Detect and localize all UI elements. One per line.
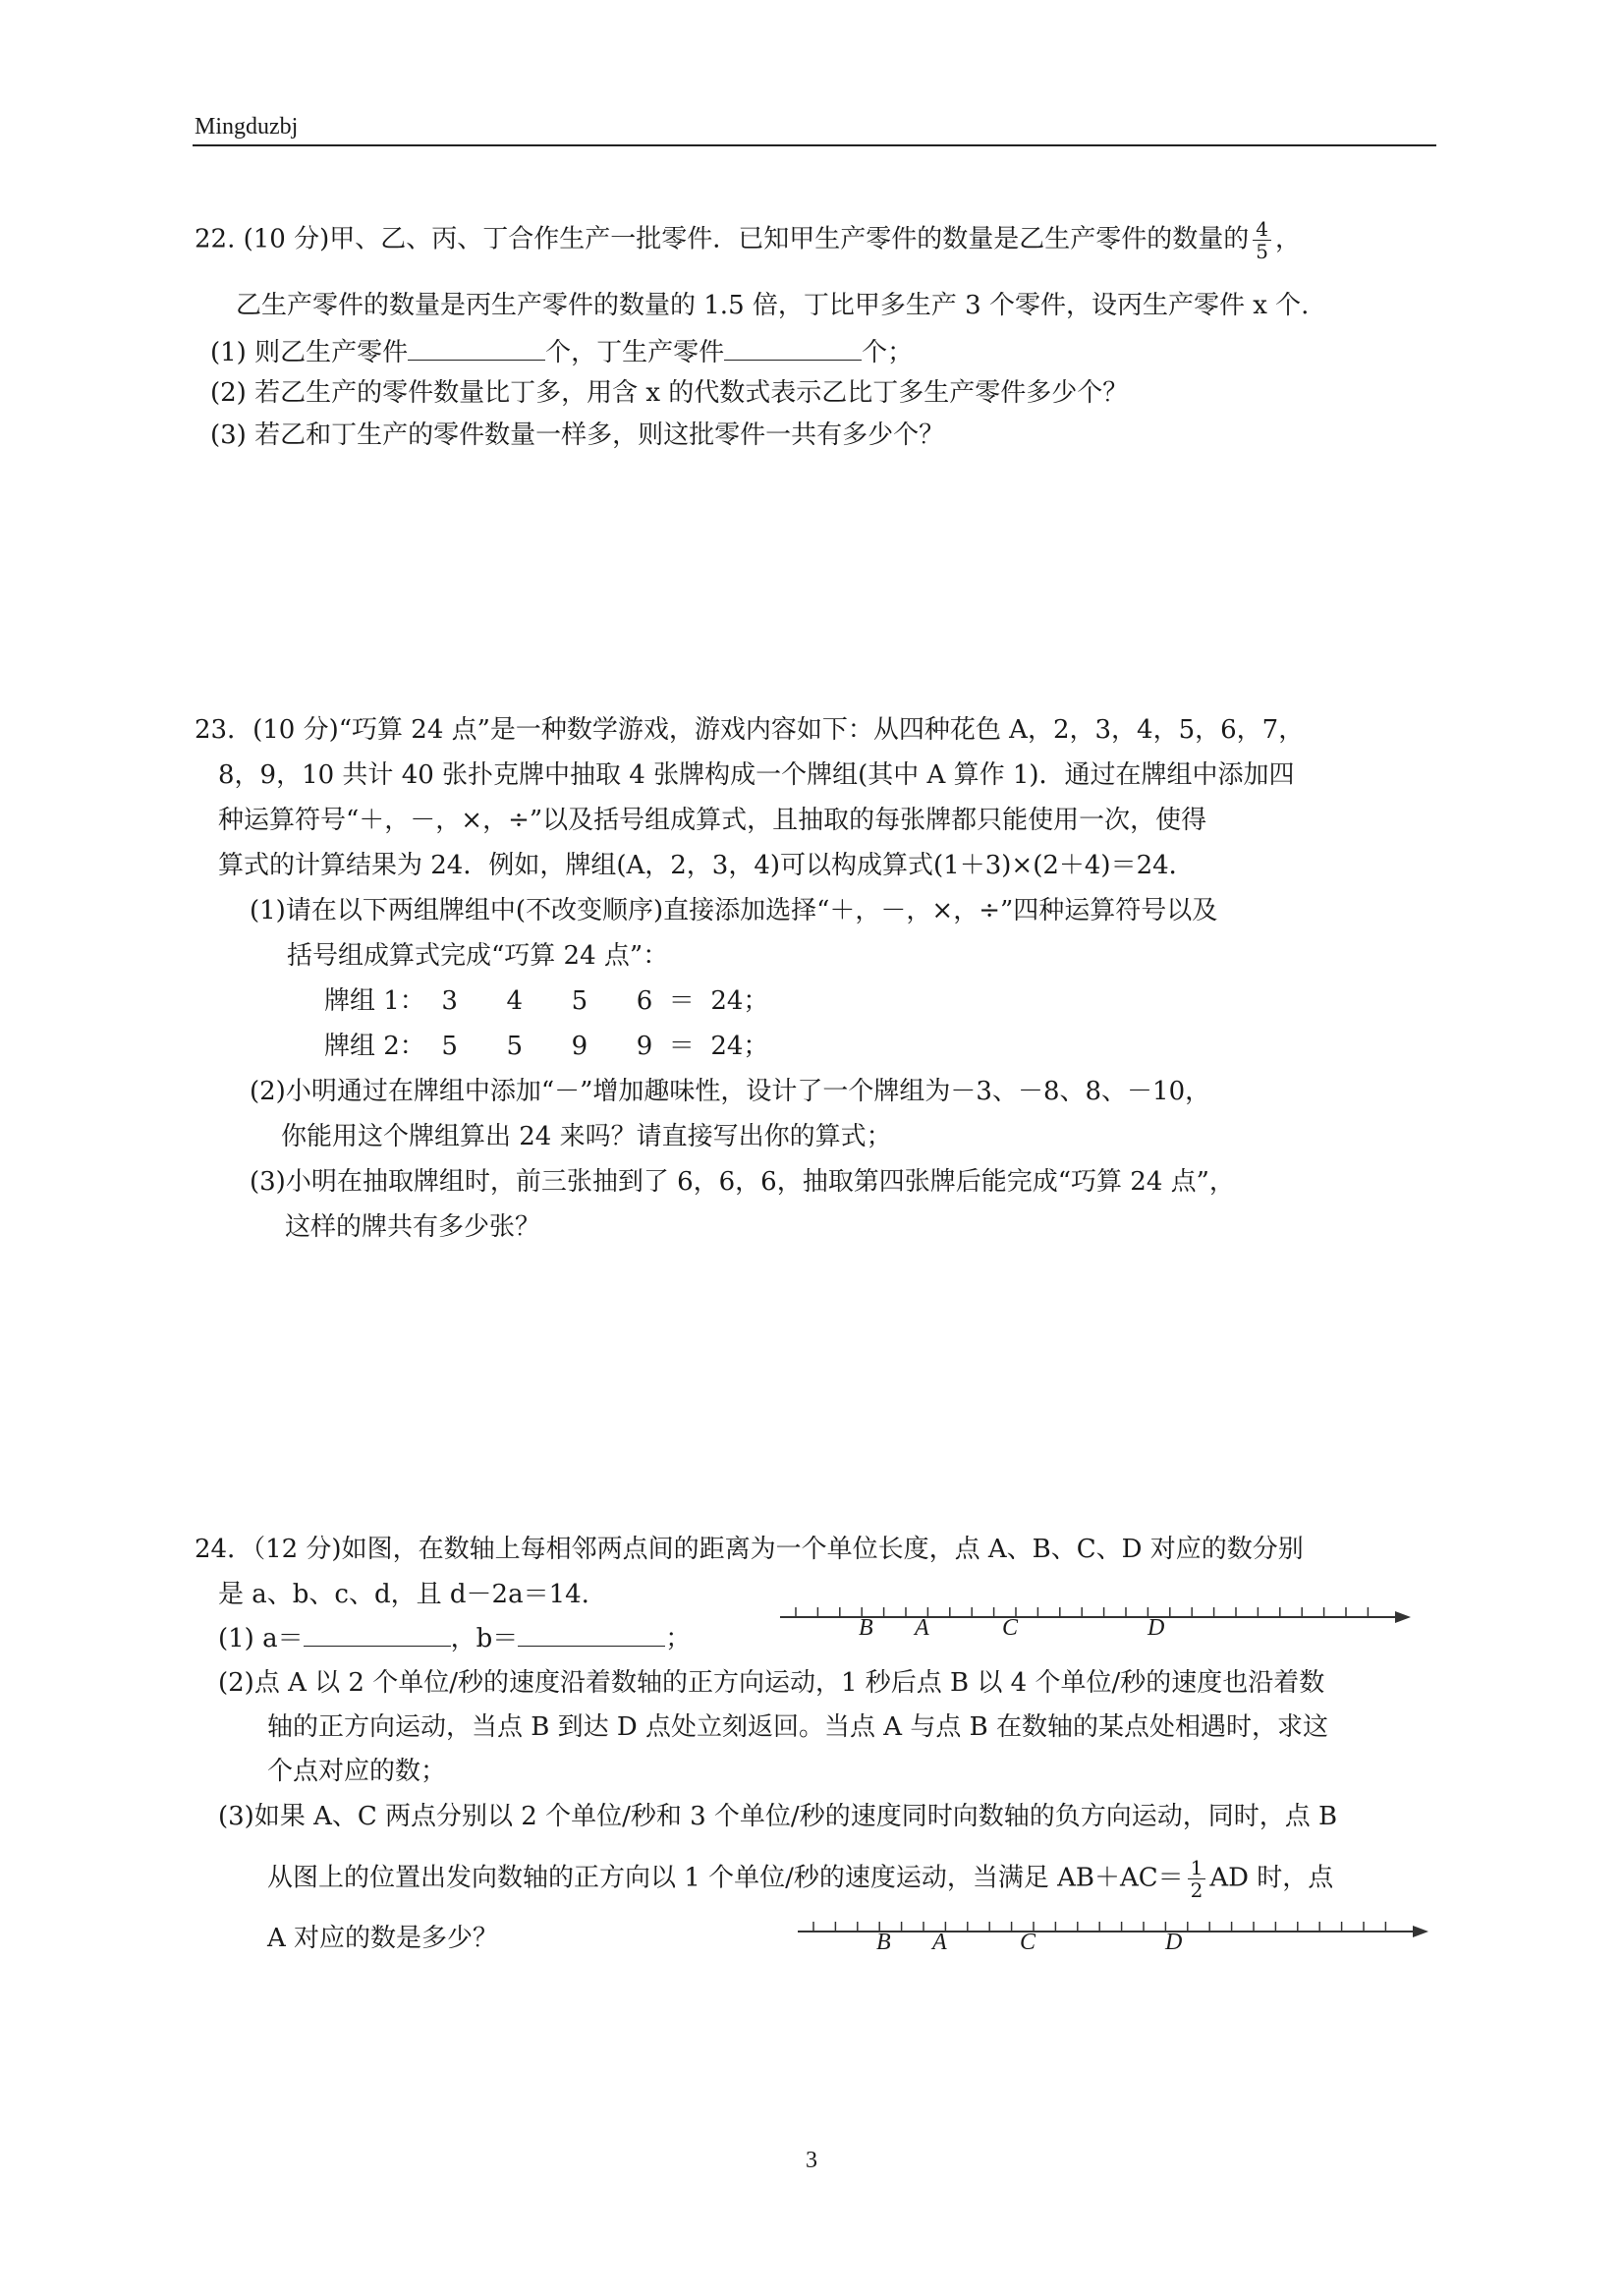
q23-line-3: 种运算符号“＋，－，×，÷”以及括号组成算式，且抽取的每张牌都只能使用一次，使得 (218, 806, 1207, 835)
q22-p1-text-b: 个，丁生产零件 (545, 338, 725, 367)
axis2-label-b: B (876, 1930, 891, 1955)
q24-answer-blank-a (304, 1622, 451, 1647)
q24-p1-text-c: ； (665, 1624, 692, 1653)
q22-part-2: (2) 若乙生产的零件数量比丁多，用含 x 的代数式表示乙比丁多生产零件多少个？ (210, 378, 1129, 408)
q22-fraction (1253, 218, 1271, 262)
axis1-label-b: B (859, 1615, 873, 1641)
q24-p1-text-a: (1) a＝ (218, 1624, 304, 1653)
number-line-2-ticks (813, 1922, 1385, 1932)
q24-fraction (1188, 1857, 1206, 1901)
axis1-label-d: D (1147, 1615, 1165, 1641)
q23-part-1b: 括号组成算式完成“巧算 24 点”： (287, 941, 669, 971)
q24-part-2c: 个点对应的数； (267, 1757, 447, 1786)
q24-frac-den: 2 (1190, 1878, 1203, 1902)
axis2-label-c: C (1020, 1930, 1036, 1955)
number-line-1-arrow (1395, 1611, 1411, 1623)
q24-answer-blank-b (518, 1622, 665, 1647)
q22-stem-text: 22. (10 分)甲、乙、丙、丁合作生产一批零件．已知甲生产零件的数量是乙生产零件的数量的 (195, 224, 1250, 254)
q23-part-3b: 这样的牌共有多少张？ (285, 1212, 541, 1242)
header-rule (193, 144, 1436, 146)
q24-frac-num: 1 (1188, 1857, 1206, 1879)
q23-part-2b: 你能用这个牌组算出 24 来吗？请直接写出你的算式； (281, 1122, 892, 1151)
q22-frac-den: 5 (1256, 240, 1268, 263)
number-line-2-arrow (1413, 1926, 1428, 1937)
q23-line-1: 23．(10 分)“巧算 24 点”是一种数学游戏，游戏内容如下：从四种花色 A，2，3，4，5，6，7， (195, 715, 1305, 745)
q24-part-3a: (3)如果 A、C 两点分别以 2 个单位/秒和 3 个单位/秒的速度同时向数轴的负方向运动，同时，点 B (218, 1802, 1338, 1831)
q22-line-1 (195, 218, 1301, 262)
q24-part-2b: 轴的正方向运动，当点 B 到达 D 点处立刻返回。当点 A 与点 B 在数轴的某点处相遇时，求这 (267, 1712, 1328, 1742)
q23-part-1a: (1)请在以下两组牌组中(不改变顺序)直接添加选择“＋，－，×，÷”四种运算符号以及 (250, 896, 1218, 925)
q22-p1-text-c: 个； (862, 338, 914, 367)
q22-stem-end: ， (1275, 224, 1302, 254)
q23-part-3a: (3)小明在抽取牌组时，前三张抽到了 6，6，6，抽取第四张牌后能完成“巧算 24 点”， (250, 1167, 1235, 1197)
q22-line-2: 乙生产零件的数量是丙生产零件的数量的 1.5 倍，丁比甲多生产 3 个零件，设丙生产零件 x 个. (236, 291, 1310, 320)
number-line-1-ticks (796, 1607, 1368, 1617)
axis1-label-a: A (915, 1615, 929, 1641)
header-title: Mingduzbj (195, 114, 299, 140)
q23-line-4: 算式的计算结果为 24．例如，牌组(A，2，3，4)可以构成算式(1＋3)×(2＋4)＝24． (218, 851, 1195, 880)
q23-part-2a: (2)小明通过在牌组中添加“－”增加趣味性，设计了一个牌组为－3、－8、8、－10， (250, 1077, 1211, 1106)
q22-frac-num: 4 (1253, 218, 1271, 241)
page-number: 3 (806, 2148, 817, 2173)
axis2-label-a: A (932, 1930, 947, 1955)
q22-p1-text-a: (1) 则乙生产零件 (210, 338, 409, 367)
q24-p3b-text: 从图上的位置出发向数轴的正方向以 1 个单位/秒的速度运动，当满足 AB＋AC＝ (267, 1863, 1184, 1893)
q22-answer-blank-1 (408, 336, 545, 361)
q23-group-1: 牌组 1： 3 4 5 6 ＝ 24； (324, 986, 769, 1016)
q24-line-2: 是 a、b、c、d，且 d－2a＝14. (218, 1580, 589, 1609)
q22-answer-blank-2 (724, 336, 862, 361)
axis2-label-d: D (1165, 1930, 1183, 1955)
q24-part-2a: (2)点 A 以 2 个单位/秒的速度沿着数轴的正方向运动，1 秒后点 B 以 4 个单位/秒的速度也沿着数 (218, 1668, 1325, 1698)
q24-part-3c: A 对应的数是多少？ (267, 1924, 499, 1953)
q24-line-1: 24．（12 分)如图，在数轴上每相邻两点间的距离为一个单位长度，点 A、B、C、D 对应的数分别 (195, 1535, 1304, 1564)
q22-part-3: (3) 若乙和丁生产的零件数量一样多，则这批零件一共有多少个？ (210, 420, 945, 450)
q22-part-1 (210, 336, 913, 367)
axis1-label-c: C (1002, 1615, 1019, 1641)
q23-line-2: 8，9，10 共计 40 张扑克牌中抽取 4 张牌构成一个牌组(其中 A 算作 1)．通过在牌组中添加四 (218, 760, 1295, 790)
q24-part-3b (267, 1857, 1333, 1901)
q24-p1-text-b: ，b＝ (450, 1624, 519, 1653)
q23-group-2: 牌组 2： 5 5 9 9 ＝ 24； (324, 1032, 769, 1061)
q24-p3b-end: AD 时，点 (1209, 1863, 1334, 1893)
q24-part-1 (218, 1622, 691, 1653)
